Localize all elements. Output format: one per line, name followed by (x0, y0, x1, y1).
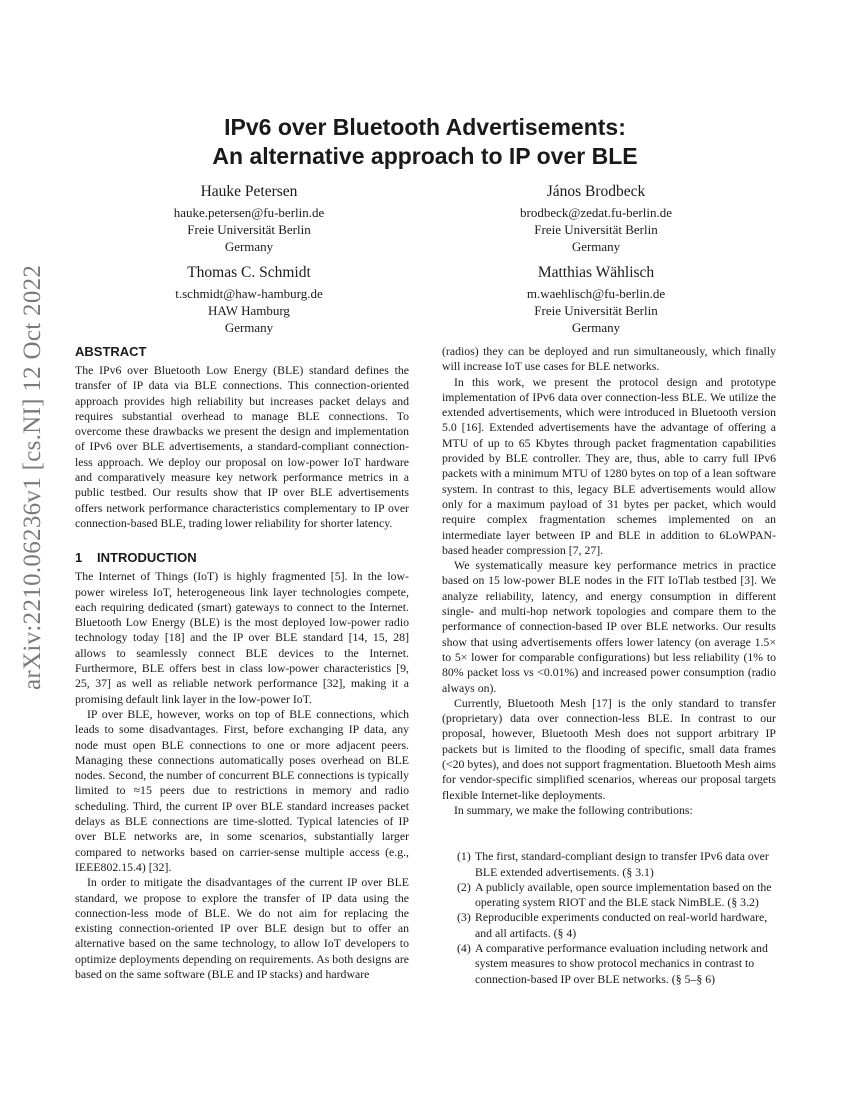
abstract-text: The IPv6 over Bluetooth Low Energy (BLE) standard defines the transfer of IP data via BLE connections. This connection-oriented approach provides high reliability but increases packet delays and requires substantial overhead to manage BLE connections. To overcome these drawbacks we present the design and implementation of IPv6 over BLE advertisements, a standard-compliant connection-less approach. We deploy our proposal on low-power IoT hardware and comparatively measure key network performance metrics in a public testbed. Our results show that IP over BLE advertisements offers network performance characteristics complementary to IP over connection-based BLE, trading lower reliability for shorter latency. (75, 363, 409, 530)
section-number: 1 (75, 550, 83, 566)
author-country: Germany (224, 320, 274, 335)
intro-paragraph: The Internet of Things (IoT) is highly fragmented [5]. In the low-power wireless IoT, heterogeneous link layer technologies compete, each requiring dedicated (smart) gateways to connect to the Internet. Bluetooth Low Energy (BLE) is the most deployed low-power radio technology today [18] and the IP over BLE standard [14, 15, 28] allows to seamlessly connect BLE devices to the Internet. Furthermore, BLE offers best in class low-power characteristics [9, 25, 37] as well as reliable network performance [32], making it a promising default link layer in the low-power IoT. (75, 569, 409, 706)
section-title: INTRODUCTION (97, 550, 197, 566)
intro-paragraph: Currently, Bluetooth Mesh [17] is the only standard to transfer (proprietary) data over connection-less BLE. In contrast to our proposal, however, Bluetooth Mesh does not support arbitrary IP packets but is limited to the flooding of specific, small data frames (<20 bytes), and does not support fragmentation. Bluetooth Mesh aims for vendor-specific simplified scenarios, whereas our proposal targets flexible Internet-like deployments. (442, 695, 776, 802)
intro-paragraph: We systematically measure key performance metrics in practice based on 15 low-power BLE nodes in the FIT IoTlab testbed [3]. We analyze reliability, latency, and energy consumption in different single- and multi-hop network topologies and compare them to the performance of connection-based IP over BLE networks. Our results show that using advertisements offers lower latency (on average 1.5× to 5× lower for comparable configurations) but less reliability (1% to 80% packet loss vs <0.01%) and increased power consumption (radio always on). (442, 558, 776, 695)
author-affiliation: Freie Universität Berlin (187, 222, 311, 237)
author-email: brodbeck@zedat.fu-berlin.de (519, 205, 672, 220)
author-affiliation: Freie Universität Berlin (534, 303, 658, 318)
list-item (442, 941, 776, 987)
author-block (99, 181, 399, 255)
arxiv-identifier: arXiv:2210.06236v1 [cs.NI] 12 Oct 2022 (19, 264, 46, 690)
left-column (75, 343, 409, 982)
author-affiliation: Freie Universität Berlin (534, 222, 658, 237)
list-item-text: The first, standard-compliant design to transfer IPv6 data over BLE extended advertisements. (§ 3.1) (475, 849, 769, 879)
author-block (99, 262, 399, 336)
intro-paragraph: (radios) they can be deployed and run simultaneously, which finally will increase IoT use cases for BLE networks. (442, 344, 776, 374)
list-item-number: (1) (457, 849, 471, 864)
list-item-number: (3) (457, 910, 471, 925)
author-block (446, 181, 746, 255)
intro-paragraph: In summary, we make the following contributions: (454, 802, 693, 817)
paper-title (0, 113, 850, 171)
title-line-1: IPv6 over Bluetooth Advertisements: (224, 114, 626, 140)
abstract-heading: ABSTRACT (75, 344, 147, 359)
author-name: János Brodbeck (546, 183, 646, 200)
list-item (442, 910, 776, 941)
list-item-text: A comparative performance evaluation including network and system measures to show protocol mechanics in contrast to connection-based IP over BLE networks. (§ 5–§ 6) (475, 940, 768, 986)
intro-paragraph: IP over BLE, however, works on top of BLE connections, which leads to some disadvantages. First, before exchanging IP data, any node must open BLE connections to one or more adjacent peers. Managing these connections automatically poses overhead on BLE nodes. Second, the number of concurrent BLE connections is typically limited to ≈15 peers due to restrictions in memory and radio scheduling. Third, the current IP over BLE standard increases packet delays as BLE connections are time-slotted. Typical latencies of IP over BLE networks are, in some scenarios, substantially larger compared to networks based on carrier-sense multiple access (e.g., IEEE802.15.4) [32]. (75, 706, 409, 874)
list-item-number: (2) (457, 879, 471, 894)
title-line-2: An alternative approach to IP over BLE (212, 143, 638, 169)
list-item-number: (4) (457, 940, 471, 955)
list-item-text: Reproducible experiments conducted on real-world hardware, and all artifacts. (§ 4) (475, 910, 768, 940)
author-country: Germany (224, 239, 274, 254)
author-name: Thomas C. Schmidt (187, 264, 311, 281)
intro-paragraph: In this work, we present the protocol design and prototype implementation of IPv6 data over connection-less BLE. We utilize the extended advertisements, which were introduced in Bluetooth version 5.0 [16]. Extended advertisements have the advantage of offering a MTU of up to 65 Kbytes through packet fragmentation capabilities provided by BLE controller. They are, thus, able to carry full IPv6 packets with a minimum MTU of 1280 bytes on top of a lean software system. In contrast to this, legacy BLE advertisements would allow only for a maximum payload of 31 bytes per packet, which would require complex fragmentation schemes implemented on an intermediate layer between IP and BLE in addition to 6LoWPAN-based header compression [7, 27]. (442, 374, 776, 557)
list-item (442, 849, 776, 880)
author-country: Germany (571, 320, 621, 335)
list-item-text: A publicly available, open source implementation based on the operating system RIOT and the BLE stack NimBLE. (§ 3.2) (475, 879, 772, 910)
right-column (442, 344, 776, 987)
author-name: Hauke Petersen (200, 183, 298, 200)
author-block (446, 262, 746, 336)
contributions-list (442, 849, 776, 987)
author-affiliation: HAW Hamburg (208, 303, 290, 318)
list-item (442, 880, 776, 911)
introduction-heading (75, 549, 409, 566)
intro-paragraph: In order to mitigate the disadvantages of the current IP over BLE standard, we propose to explore the transfer of IP data using the connection-less mode of BLE. We do not aim for replacing the existing connection-oriented IP over BLE design but to offer an alternative based on the same technology, to allow IoT developers to optimize deployments depending on requirements. As both designs are based on the same software (BLE and IP stacks) and hardware (75, 875, 409, 981)
author-email: hauke.petersen@fu-berlin.de (173, 205, 325, 220)
author-email: m.waehlisch@fu-berlin.de (526, 286, 666, 301)
author-email: t.schmidt@haw-hamburg.de (175, 286, 323, 301)
author-country: Germany (571, 239, 621, 254)
author-name: Matthias Wählisch (537, 264, 655, 281)
